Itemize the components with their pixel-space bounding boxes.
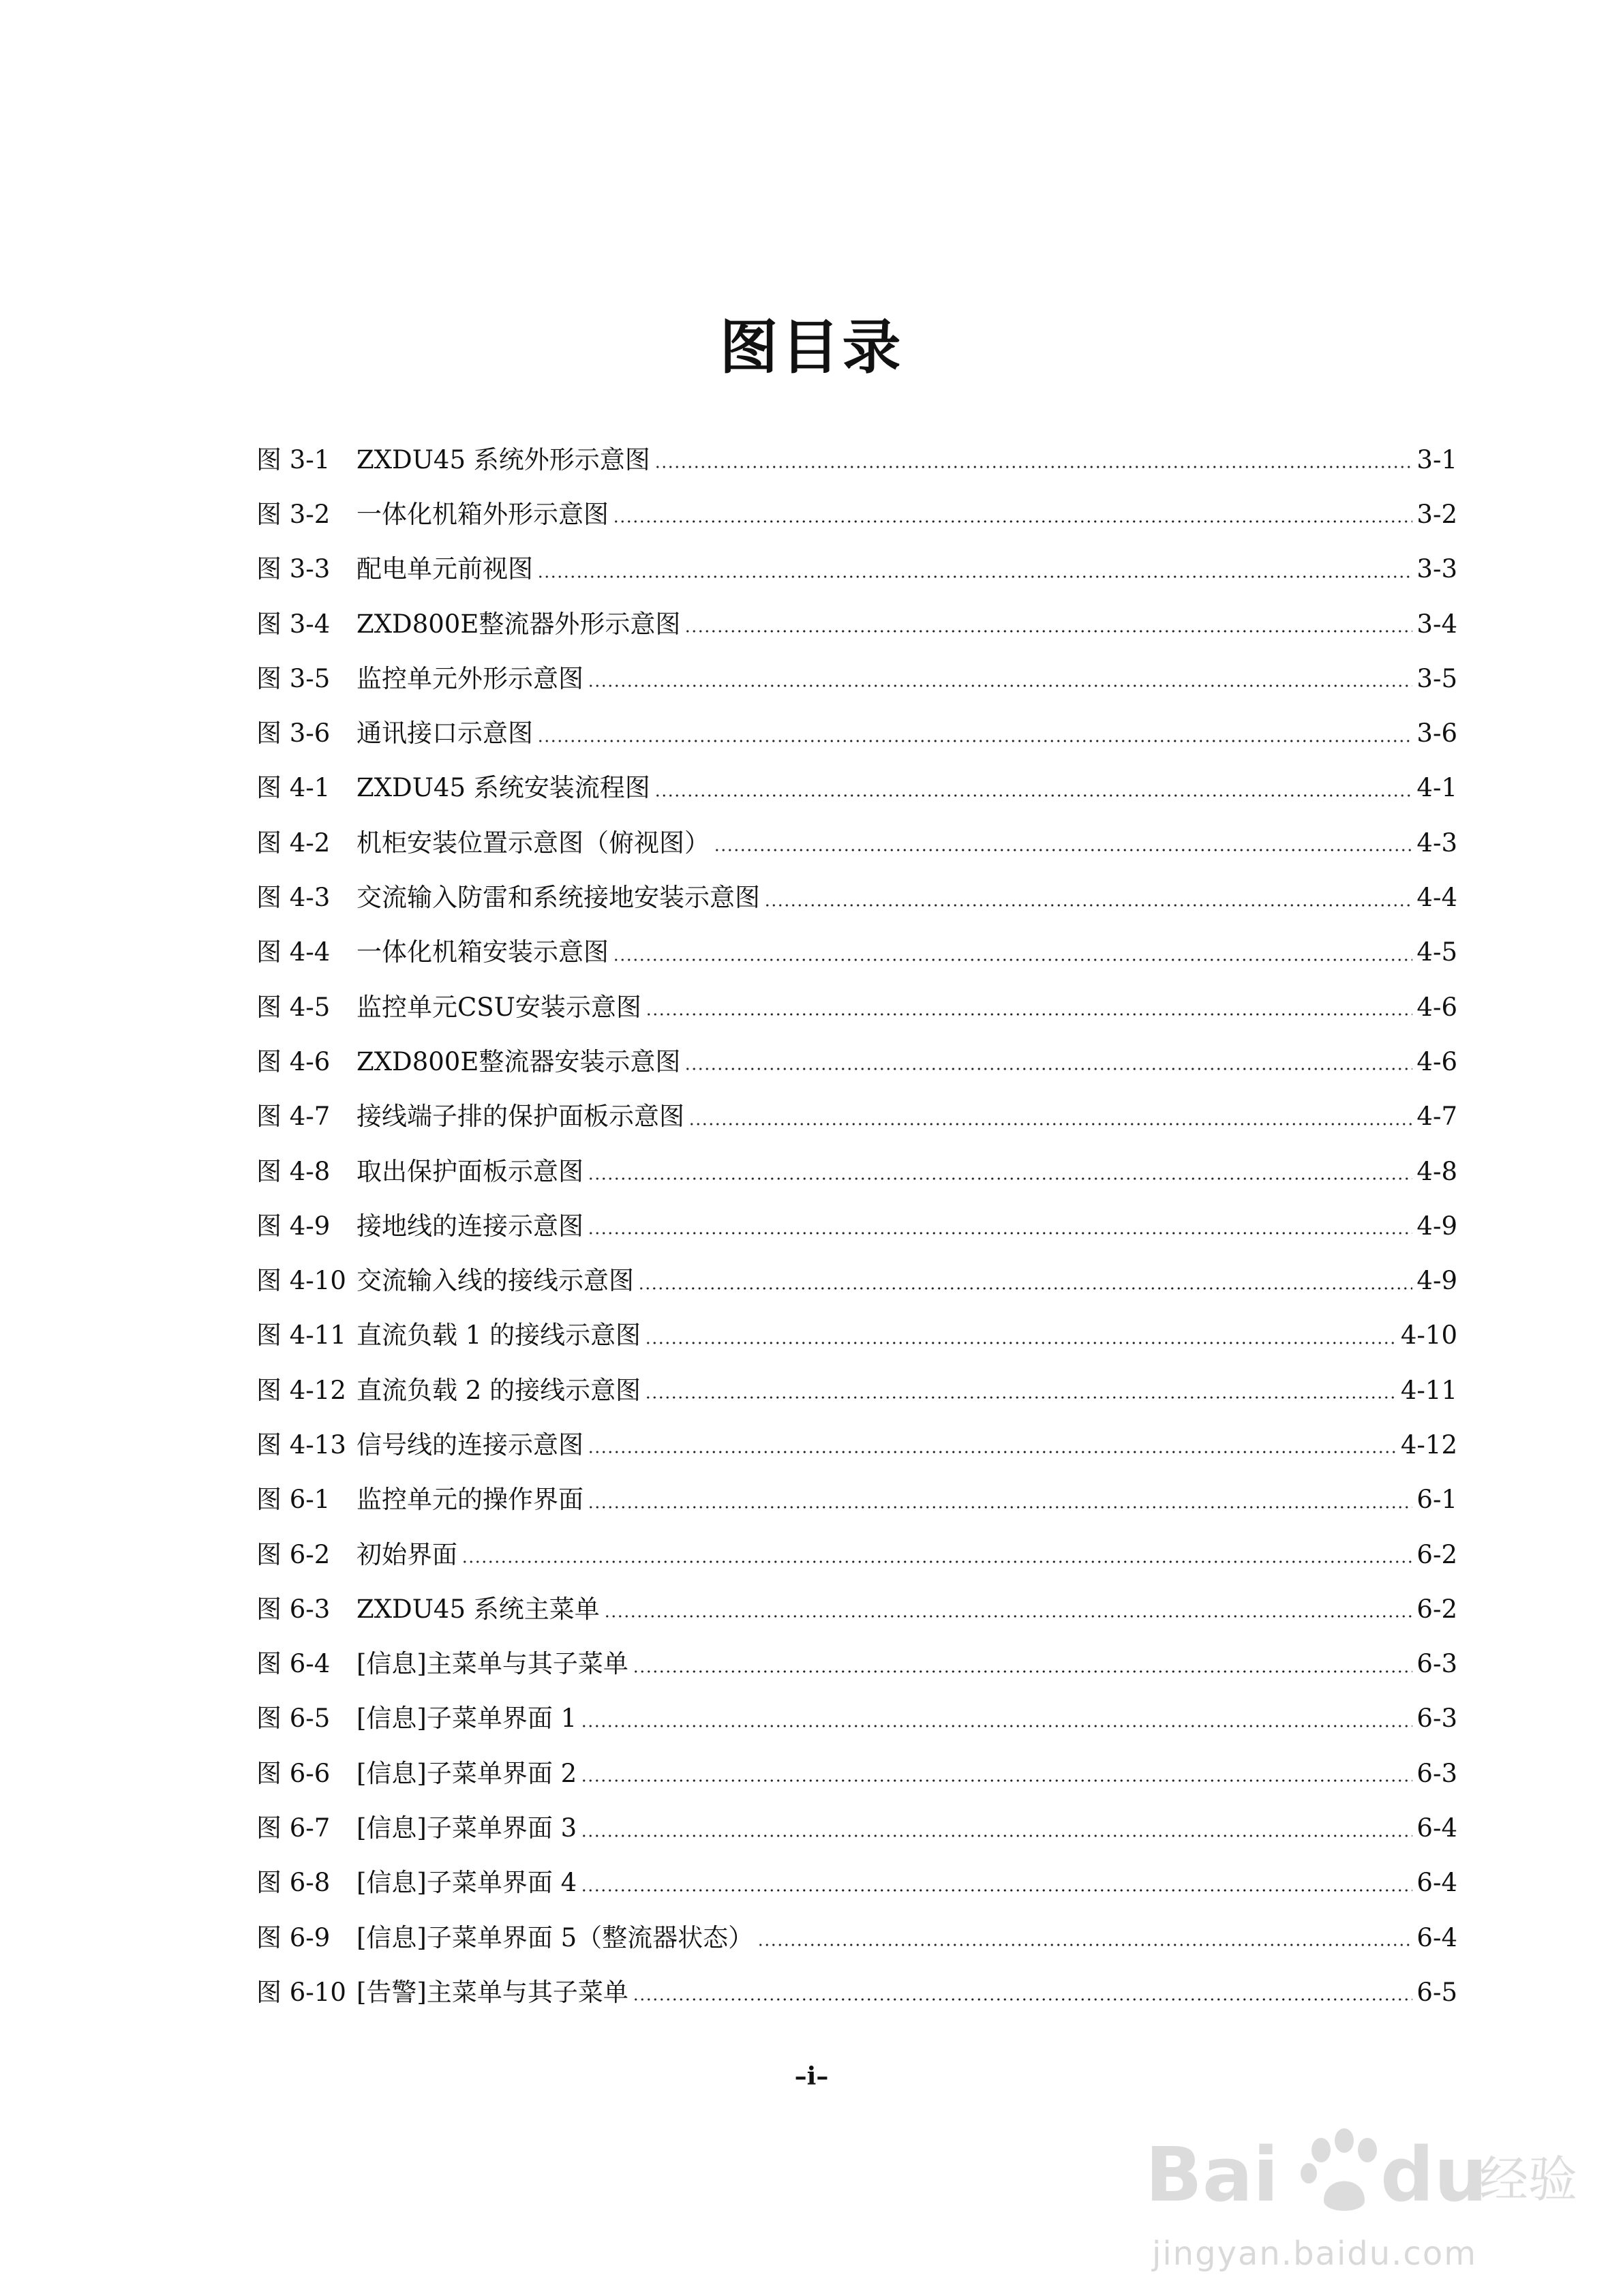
figure-number: 图 6-8 bbox=[256, 1868, 331, 1898]
toc-entry[interactable] bbox=[256, 1800, 1457, 1855]
figure-title: ZXDU45 系统主菜单 bbox=[357, 1594, 600, 1624]
dot-leader bbox=[684, 630, 1412, 633]
figure-title: 初始界面 bbox=[357, 1539, 457, 1569]
dot-leader bbox=[684, 1068, 1412, 1070]
page-reference: 4-6 bbox=[1416, 1046, 1457, 1076]
dot-leader bbox=[646, 1013, 1413, 1016]
figure-title: [信息]子菜单界面 5（整流器状态） bbox=[357, 1922, 754, 1952]
page-reference: 4-5 bbox=[1416, 937, 1457, 967]
page-reference: 3-5 bbox=[1416, 663, 1457, 693]
figure-title: ZXDU45 系统外形示意图 bbox=[357, 444, 650, 474]
figure-number: 图 6-5 bbox=[256, 1704, 331, 1734]
dot-leader bbox=[581, 1834, 1412, 1837]
toc-entry[interactable] bbox=[256, 596, 1457, 651]
dot-leader bbox=[633, 1670, 1413, 1673]
toc-entry[interactable] bbox=[256, 487, 1457, 541]
svg-text:du: du bbox=[1380, 2131, 1488, 2218]
page-reference: 6-3 bbox=[1416, 1758, 1457, 1788]
figure-title: 接线端子排的保护面板示意图 bbox=[357, 1102, 684, 1132]
watermark-url: jingyan.baidu.com bbox=[1152, 2235, 1477, 2273]
dot-leader bbox=[581, 1779, 1412, 1782]
toc-entry[interactable] bbox=[256, 1089, 1457, 1144]
figure-number: 图 3-1 bbox=[256, 444, 331, 474]
figure-title: ZXDU45 系统安装流程图 bbox=[357, 773, 650, 803]
toc-entry[interactable] bbox=[256, 925, 1457, 980]
figure-number: 图 6-3 bbox=[256, 1594, 331, 1624]
toc-entry[interactable] bbox=[256, 1417, 1457, 1472]
page-reference: 6-4 bbox=[1416, 1868, 1457, 1898]
page-reference: 3-1 bbox=[1416, 444, 1457, 474]
figure-number: 图 4-3 bbox=[256, 883, 331, 913]
toc-entry[interactable] bbox=[256, 761, 1457, 815]
dot-leader bbox=[645, 1342, 1397, 1344]
figure-title: [信息]主菜单与其子菜单 bbox=[357, 1649, 628, 1679]
page-reference: 6-4 bbox=[1416, 1922, 1457, 1952]
page-reference: 6-2 bbox=[1416, 1594, 1457, 1624]
toc-entry[interactable] bbox=[256, 1691, 1457, 1746]
toc-entry[interactable] bbox=[256, 1965, 1457, 2019]
figure-number: 图 3-4 bbox=[256, 609, 331, 639]
toc-entry[interactable] bbox=[256, 815, 1457, 870]
toc-entry[interactable] bbox=[256, 432, 1457, 487]
figure-number: 图 4-2 bbox=[256, 828, 331, 858]
figure-title: 一体化机箱外形示意图 bbox=[357, 499, 609, 529]
figure-title: [告警]主菜单与其子菜单 bbox=[357, 1977, 628, 2007]
dot-leader bbox=[613, 520, 1412, 523]
dot-leader bbox=[588, 1232, 1412, 1235]
dot-leader bbox=[688, 1123, 1412, 1126]
figure-number: 图 4-1 bbox=[256, 773, 331, 803]
toc-entry[interactable] bbox=[256, 1253, 1457, 1308]
figure-title: 交流输入防雷和系统接地安装示意图 bbox=[357, 883, 760, 913]
figure-number: 图 3-6 bbox=[256, 719, 331, 749]
page-reference: 3-4 bbox=[1416, 609, 1457, 639]
toc-entry[interactable] bbox=[256, 706, 1457, 760]
page-reference: 6-2 bbox=[1416, 1539, 1457, 1569]
dot-leader bbox=[613, 958, 1412, 961]
page-reference: 4-9 bbox=[1416, 1266, 1457, 1296]
dot-leader bbox=[537, 575, 1412, 578]
dot-leader bbox=[461, 1560, 1412, 1563]
dot-leader bbox=[633, 1998, 1413, 2001]
figure-number: 图 4-7 bbox=[256, 1102, 331, 1132]
dot-leader bbox=[645, 1396, 1397, 1399]
figure-number: 图 6-4 bbox=[256, 1649, 331, 1679]
figure-number: 图 3-2 bbox=[256, 499, 331, 529]
page-number: –i– bbox=[794, 2062, 829, 2091]
page-reference: 4-3 bbox=[1416, 828, 1457, 858]
figure-number: 图 6-7 bbox=[256, 1813, 331, 1843]
page-reference: 6-1 bbox=[1416, 1485, 1457, 1515]
figure-title: [信息]子菜单界面 2 bbox=[357, 1758, 577, 1788]
figure-title: [信息]子菜单界面 3 bbox=[357, 1813, 577, 1843]
dot-leader bbox=[588, 1506, 1412, 1509]
page-reference: 3-3 bbox=[1416, 554, 1457, 584]
figure-number: 图 6-1 bbox=[256, 1485, 331, 1515]
figure-number: 图 4-6 bbox=[256, 1046, 331, 1076]
dot-leader bbox=[581, 1725, 1412, 1727]
figure-list bbox=[256, 432, 1457, 2020]
figure-number: 图 4-8 bbox=[256, 1156, 331, 1186]
page-reference: 4-11 bbox=[1400, 1375, 1457, 1405]
figure-number: 图 6-9 bbox=[256, 1922, 331, 1952]
page-reference: 6-3 bbox=[1416, 1704, 1457, 1734]
toc-entry[interactable] bbox=[256, 1198, 1457, 1253]
dot-leader bbox=[604, 1615, 1413, 1618]
page-reference: 4-8 bbox=[1416, 1156, 1457, 1186]
baidu-jingyan-watermark bbox=[1145, 2120, 1581, 2277]
figure-title: 一体化机箱安装示意图 bbox=[357, 937, 609, 967]
toc-entry[interactable] bbox=[256, 1472, 1457, 1527]
figure-number: 图 4-9 bbox=[256, 1211, 331, 1241]
figure-title: 监控单元CSU安装示意图 bbox=[357, 992, 641, 1022]
figure-number: 图 3-5 bbox=[256, 663, 331, 693]
dot-leader bbox=[588, 684, 1412, 687]
dot-leader bbox=[588, 1451, 1397, 1453]
figure-title: 直流负载 2 的接线示意图 bbox=[357, 1375, 641, 1405]
figure-title: 机柜安装位置示意图（俯视图） bbox=[357, 828, 710, 858]
page-reference: 3-6 bbox=[1416, 719, 1457, 749]
page-reference: 6-3 bbox=[1416, 1649, 1457, 1679]
svg-text:经验: 经验 bbox=[1479, 2151, 1578, 2208]
dot-leader bbox=[654, 466, 1413, 468]
page-reference: 6-4 bbox=[1416, 1813, 1457, 1843]
figure-title: [信息]子菜单界面 1 bbox=[357, 1704, 577, 1734]
figure-number: 图 4-4 bbox=[256, 937, 331, 967]
figure-number: 图 4-5 bbox=[256, 992, 331, 1022]
toc-entry[interactable] bbox=[256, 1308, 1457, 1363]
page-reference: 4-6 bbox=[1416, 992, 1457, 1022]
page-reference: 3-2 bbox=[1416, 499, 1457, 529]
figure-title: 取出保护面板示意图 bbox=[357, 1156, 583, 1186]
figure-number: 图 3-3 bbox=[256, 554, 331, 584]
dot-leader bbox=[757, 1944, 1412, 1946]
toc-entry[interactable] bbox=[256, 870, 1457, 924]
baidu-logo-icon bbox=[1145, 2120, 1581, 2222]
toc-entry[interactable] bbox=[256, 1637, 1457, 1691]
page-title: 图目录 bbox=[719, 314, 904, 382]
figure-title: 直流负载 1 的接线示意图 bbox=[357, 1320, 641, 1350]
page-reference: 4-9 bbox=[1416, 1211, 1457, 1241]
figure-title: 通讯接口示意图 bbox=[357, 719, 533, 749]
toc-entry[interactable] bbox=[256, 1746, 1457, 1800]
toc-entry[interactable] bbox=[256, 1910, 1457, 1965]
page-reference: 4-10 bbox=[1400, 1320, 1457, 1350]
figure-title: 交流输入线的接线示意图 bbox=[357, 1266, 634, 1296]
figure-number: 图 6-10 bbox=[256, 1977, 346, 2007]
dot-leader bbox=[654, 794, 1413, 797]
figure-number: 图 4-12 bbox=[256, 1375, 346, 1405]
dot-leader bbox=[764, 904, 1412, 907]
figure-number: 图 4-10 bbox=[256, 1266, 346, 1296]
dot-leader bbox=[638, 1287, 1412, 1290]
figure-number: 图 4-11 bbox=[256, 1320, 346, 1350]
figure-title: ZXD800E整流器外形示意图 bbox=[357, 609, 681, 639]
toc-entry[interactable] bbox=[256, 1527, 1457, 1582]
toc-entry[interactable] bbox=[256, 1856, 1457, 1910]
figure-title: 监控单元外形示意图 bbox=[357, 663, 583, 693]
figure-title: 监控单元的操作界面 bbox=[357, 1485, 583, 1515]
figure-title: 信号线的连接示意图 bbox=[357, 1430, 583, 1460]
figure-number: 图 6-6 bbox=[256, 1758, 331, 1788]
toc-entry[interactable] bbox=[256, 1034, 1457, 1089]
figure-title: 配电单元前视图 bbox=[357, 554, 533, 584]
toc-entry[interactable] bbox=[256, 651, 1457, 706]
toc-entry[interactable] bbox=[256, 1144, 1457, 1198]
figure-title: 接地线的连接示意图 bbox=[357, 1211, 583, 1241]
toc-entry[interactable] bbox=[256, 1363, 1457, 1417]
figure-number: 图 6-2 bbox=[256, 1539, 331, 1569]
toc-entry[interactable] bbox=[256, 1582, 1457, 1636]
dot-leader bbox=[588, 1177, 1412, 1180]
figure-number: 图 4-13 bbox=[256, 1430, 346, 1460]
page-reference: 4-12 bbox=[1400, 1430, 1457, 1460]
dot-leader bbox=[714, 849, 1412, 851]
toc-entry[interactable] bbox=[256, 542, 1457, 596]
toc-entry[interactable] bbox=[256, 980, 1457, 1034]
figure-title: ZXD800E整流器安装示意图 bbox=[357, 1046, 681, 1076]
page-reference: 6-5 bbox=[1416, 1977, 1457, 2007]
page-reference: 4-1 bbox=[1416, 773, 1457, 803]
page-reference: 4-7 bbox=[1416, 1102, 1457, 1132]
page-reference: 4-4 bbox=[1416, 883, 1457, 913]
dot-leader bbox=[581, 1889, 1412, 1892]
dot-leader bbox=[537, 740, 1412, 742]
figure-title: [信息]子菜单界面 4 bbox=[357, 1868, 577, 1898]
svg-text:Bai: Bai bbox=[1145, 2131, 1279, 2218]
